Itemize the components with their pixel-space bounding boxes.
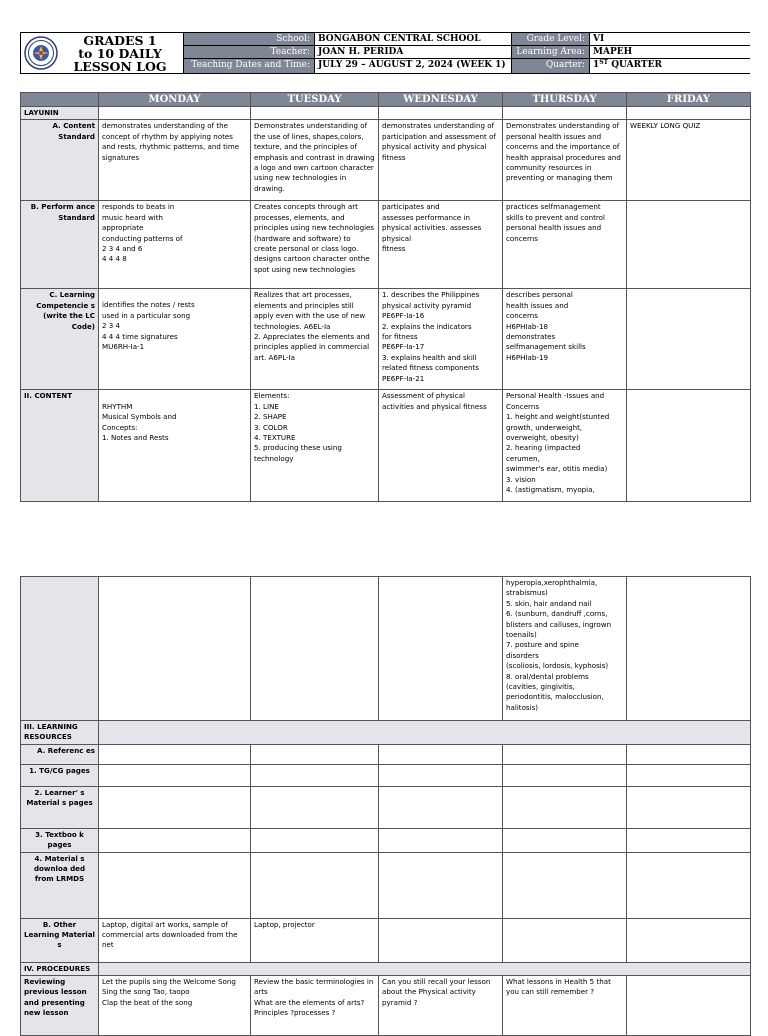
content-standard-thursday: Demonstrates understanding of personal health issues and concerns and the importance of health appraisal procedures and community resources in preventing or managing them <box>503 120 627 201</box>
review-monday: Let the pupils sing the Welcome Song Sing the song Tao, taopo Clap the beat of the song <box>99 976 251 1036</box>
procedures-label: IV. PROCEDURES <box>21 962 99 975</box>
content-thursday-part-2: hyperopia,xerophthalmia, strabismus) 5. skin, hair andand nail 6. (sunburn, dandruff ,corns, blisters and calluses, ingrown toenails) 7. posture and spine disorders (scoliosis, lordosis, kyphosis) 8. oral/dental problems (cavities, gingivitis, periodontitis, malocclusion, halitosis) <box>503 577 627 721</box>
lrmds-materials-label: 4. Material s downloa ded from LRMDS <box>21 852 99 918</box>
school-label: School: <box>183 33 314 46</box>
teacher-value: JOAN H. PERIDA <box>314 46 511 59</box>
content-monday: RHYTHM Musical Symbols and Concepts: 1. Notes and Rests <box>99 390 251 502</box>
grade-level-value: VI <box>589 33 750 46</box>
performance-standard-friday <box>627 201 751 289</box>
teaching-dates-value: JULY 29 – AUGUST 2, 2024 (WEEK 1) <box>314 59 511 73</box>
table-row <box>21 828 751 852</box>
table-row <box>21 390 751 502</box>
day-header-monday: MONDAY <box>99 93 251 107</box>
lesson-log-table-page-1 <box>20 92 751 502</box>
table-row <box>21 201 751 289</box>
corner-header-cell <box>21 93 99 107</box>
table-row <box>21 721 751 745</box>
day-header-wednesday: WEDNESDAY <box>379 93 503 107</box>
learning-resources-label: III. LEARNING RESOURCES <box>21 721 99 745</box>
competencies-monday: identifies the notes / rests used in a particular song 2 3 4 4 4 4 time signatures MU6RH-Ia-1 <box>99 289 251 390</box>
deped-seal-icon <box>24 36 58 70</box>
competencies-friday <box>627 289 751 390</box>
table-row <box>21 764 751 786</box>
teaching-dates-label: Teaching Dates and Time: <box>183 59 314 73</box>
performance-standard-monday: responds to beats in music heard with appropriate conducting patterns of 2 3 4 and 6 4 4 4 8 <box>99 201 251 289</box>
other-materials-tuesday: Laptop, projector <box>251 918 379 962</box>
layunin-label: LAYUNIN <box>21 107 99 120</box>
content-standard-monday: demonstrates understanding of the concept of rhythm by applying notes and rests, rhythmic patterns, and time signatures <box>99 120 251 201</box>
day-header-thursday: THURSDAY <box>503 93 627 107</box>
review-thursday: What lessons in Health 5 that you can still remember ? <box>503 976 627 1036</box>
quarter-label: Quarter: <box>511 59 589 73</box>
learners-material-label: 2. Learner' s Material s pages <box>21 786 99 828</box>
table-row <box>21 289 751 390</box>
other-materials-label: B. Other Learning Material s <box>21 918 99 962</box>
review-friday <box>627 976 751 1036</box>
table-row <box>21 744 751 764</box>
tg-cg-pages-label: 1. TG/CG pages <box>21 764 99 786</box>
review-tuesday: Review the basic terminologies in arts What are the elements of arts? Principles ?processes ? <box>251 976 379 1036</box>
content-standard-tuesday: Demonstrates understanding of the use of lines, shapes,colors, texture, and the principles of emphasis and contrast in drawing a logo and own cartoon character using new technologies in drawing. <box>251 120 379 201</box>
teacher-label: Teacher: <box>183 46 314 59</box>
content-wednesday: Assessment of physical activities and physical fitness <box>379 390 503 502</box>
competencies-thursday: describes personal health issues and concerns H6PHIab-18 demonstrates selfmanagement skills H6PHIab-19 <box>503 289 627 390</box>
performance-standard-label: B. Perform ance Standard <box>21 201 99 289</box>
content-standard-label: A. Content Standard <box>21 120 99 201</box>
review-lesson-label: Reviewing previous lesson and presenting new lesson <box>21 976 99 1036</box>
lesson-log-header <box>20 32 750 74</box>
content-thursday-part-1: Personal Health -Issues and Concerns 1. height and weight(stunted growth, underweight, overweight, obesity) 2. hearing (impacted cerumen, swimmer's ear, otitis media) 3. vision 4. (astigmatism, myopia, <box>503 390 627 502</box>
learning-competencies-label: C. Learning Competencie s (write the LC Code) <box>21 289 99 390</box>
review-wednesday: Can you still recall your lesson about the Physical activity pyramid ? <box>379 976 503 1036</box>
lesson-log-table-page-2 <box>20 576 751 1036</box>
textbook-pages-label: 3. Textboo k pages <box>21 828 99 852</box>
competencies-tuesday: Realizes that art processes, elements and principles still apply even with the use of new technologies. A6EL-Ia 2. Appreciates the elements and principles applied in commercial art. A6PL-Ia <box>251 289 379 390</box>
other-materials-monday: Laptop, digital art works, sample of commercial arts downloaded from the net <box>99 918 251 962</box>
performance-standard-thursday: practices selfmanagement skills to prevent and control personal health issues and concerns <box>503 201 627 289</box>
grade-level-label: Grade Level: <box>511 33 589 46</box>
table-row <box>21 786 751 828</box>
school-value: BONGABON CENTRAL SCHOOL <box>314 33 511 46</box>
day-header-friday: FRIDAY <box>627 93 751 107</box>
lesson-log-title: GRADES 1 to 10 DAILY LESSON LOG <box>73 33 167 74</box>
table-row <box>21 120 751 201</box>
performance-standard-tuesday: Creates concepts through art processes, elements, and principles using new technologies (hardware and software) to create personal or class logo. designs cartoon character onthe spot using new technologies <box>251 201 379 289</box>
content-tuesday: Elements: 1. LINE 2. SHAPE 3. COLOR 4. TEXTURE 5. producing these using technology <box>251 390 379 502</box>
content-standard-friday: WEEKLY LONG QUIZ <box>627 120 751 201</box>
table-row <box>21 962 751 975</box>
day-header-tuesday: TUESDAY <box>251 93 379 107</box>
content-section-label: II. CONTENT <box>21 390 99 502</box>
competencies-wednesday: 1. describes the Philippines physical activity pyramid PE6PF-Ia-16 2. explains the indicators for fitness PE6PF-Ia-17 3. explains health and skill related fitness components PE6PF-Ia-21 <box>379 289 503 390</box>
content-standard-wednesday: demonstrates understanding of participation and assessment of physical activity and physical fitness <box>379 120 503 201</box>
table-row <box>21 852 751 918</box>
table-row <box>21 577 751 721</box>
table-row <box>21 976 751 1036</box>
learning-area-label: Learning Area: <box>511 46 589 59</box>
references-label: A. Referenc es <box>21 744 99 764</box>
quarter-value: 1ST QUARTER <box>589 59 750 73</box>
performance-standard-wednesday: participates and assesses performance in physical activities. assesses physical fitness <box>379 201 503 289</box>
table-row <box>21 918 751 962</box>
learning-area-value: MAPEH <box>589 46 750 59</box>
